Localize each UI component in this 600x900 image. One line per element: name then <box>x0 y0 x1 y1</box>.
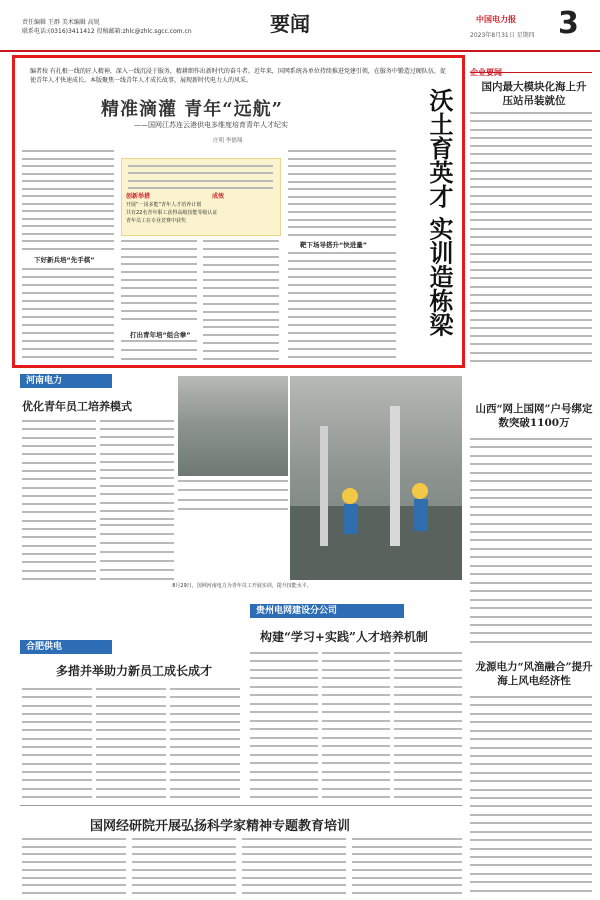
feature-col2-text <box>121 240 197 320</box>
box-heading: 创新举措 <box>126 193 151 200</box>
feature-info-box <box>121 158 281 236</box>
box-item: 共有22名青年职工获得高级技能等级认证 <box>126 210 218 216</box>
sidebar-article-1-text <box>470 112 592 362</box>
henan-photo-small <box>178 376 288 476</box>
guizhou-text-col3 <box>394 652 462 798</box>
feature-col2-text-2 <box>121 340 197 360</box>
feature-subhead-1: 下好新兵培“先手棋” <box>34 256 95 264</box>
hefei-section-bar: 合肥供电 <box>20 640 112 654</box>
feature-col3-text <box>203 240 279 360</box>
henan-text-col2b <box>100 524 174 580</box>
feature-subhead-3: 靶下场导搭升“快进量” <box>300 241 368 249</box>
henan-text-col2 <box>100 420 174 520</box>
bottom-text-col4 <box>352 838 462 894</box>
feature-col4-text <box>288 150 396 236</box>
feature-vertical-title: 沃土育英才 实训造栋梁 <box>425 88 454 337</box>
hefei-text-col2 <box>96 688 166 798</box>
henan-photo-caption <box>178 480 288 510</box>
henan-caption: 8月29日，国网河南电力为青年员工开展实训，提升技能水平。 <box>172 583 312 589</box>
feature-lead: 编者按 有扎根一线的匠人精神，深入一线沉浸于服务，精耕细作出新时代的奋斗者。近年来，国网系统各单位持续推进党建引领，在服务中锻造过硬队伍，促使青年人才快速成长。本版聚焦一线青年人才成长故事，展现新时代电力人的风采。 <box>30 68 446 84</box>
bottom-divider <box>20 805 462 806</box>
sidebar-headline-2: 山西“网上国网”户号绑定数突破1100万 <box>475 403 593 429</box>
bottom-text-col1 <box>22 838 126 894</box>
bottom-headline: 国网经研院开展弘扬科学家精神专题教育培训 <box>90 819 351 834</box>
sidebar-header <box>470 60 592 77</box>
henan-headline: 优化青年员工培养模式 <box>22 400 132 413</box>
hefei-text-col3 <box>170 688 240 798</box>
bottom-text-col2 <box>132 838 236 894</box>
box-items <box>126 201 274 225</box>
hefei-headline: 多措并举助力新员工成长成才 <box>56 664 213 678</box>
paper-name: 中国电力报 <box>476 15 516 24</box>
feature-col4-text-2 <box>288 252 396 358</box>
sidebar-headline-3: 龙源电力“风渔融合”提升海上风电经济性 <box>475 661 593 687</box>
box-item: 开展“一岗多能”青年人才培养计划 <box>126 202 202 208</box>
guizhou-text-col1 <box>250 652 318 798</box>
sidebar-article-2-text <box>470 438 592 643</box>
guizhou-section-bar: 贵州电网建设分公司 <box>250 604 404 618</box>
henan-section-bar: 河南电力 <box>20 374 112 388</box>
sidebar-article-3-text <box>470 696 592 892</box>
editor-line: 责任编辑 王群 美术编辑 高锐 <box>22 19 100 26</box>
box-item: 青年员工在专业竞赛中获奖 <box>126 218 187 224</box>
masthead-meta <box>22 18 192 36</box>
issue-date: 2023年8月31日 星期四 <box>470 32 535 39</box>
sidebar-label: 企业要闻 <box>470 68 502 77</box>
feature-col1-text <box>22 150 114 250</box>
header-rule <box>0 50 600 52</box>
feature-title: 精准滴灌 青年“远航” <box>101 99 283 120</box>
guizhou-text-col2 <box>322 652 390 798</box>
sidebar-headline-1: 国内最大模块化海上升压站吊装就位 <box>481 81 587 107</box>
contact-line: 联系电话:(0316)3411412 投稿邮箱:zhlc@zhlc.sgcc.com.cn <box>22 28 192 35</box>
results-heading: 成效 <box>212 193 225 200</box>
guizhou-headline: 构建“学习+实践”人才培养机制 <box>260 630 428 644</box>
hefei-text-col1 <box>22 688 92 798</box>
feature-subtitle: ——国网江苏连云港供电多维度培育青年人才纪实 <box>134 121 288 129</box>
workers-photo-icon <box>290 376 462 580</box>
page-number: 3 <box>558 6 579 41</box>
feature-byline: 庄明 李德翔 <box>213 138 243 144</box>
feature-subhead-2: 打出青年培“组合拳” <box>130 331 191 339</box>
henan-text-col1 <box>22 420 96 580</box>
bottom-text-col3 <box>242 838 346 894</box>
masthead <box>0 0 600 52</box>
section-title: 要闻 <box>270 12 310 36</box>
henan-photo-large <box>290 376 462 580</box>
feature-col1-text-2 <box>22 268 114 358</box>
